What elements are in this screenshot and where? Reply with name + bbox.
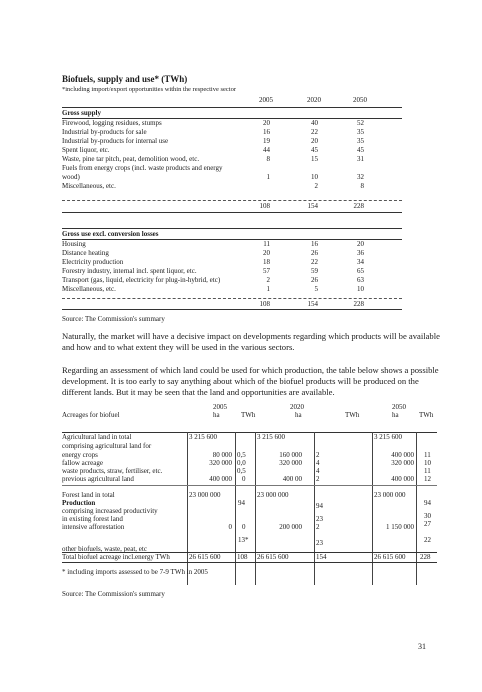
ag-energy-ha-2020: 160 000 bbox=[279, 451, 302, 459]
ag-fallow-ha-2020: 320 000 bbox=[279, 459, 302, 467]
other-biofuels-2005: 13* bbox=[238, 536, 249, 544]
forest-intensive-ha-2005: 0 bbox=[228, 523, 232, 531]
total-twh-2050: 228 bbox=[420, 553, 431, 561]
acreage-footnote: * including imports assessed to be 7-9 TWh in 2005 bbox=[62, 568, 208, 576]
ag-label-total: Agricultural land in total bbox=[62, 433, 132, 441]
total-twh-2020: 154 bbox=[316, 553, 327, 561]
unit-ha-2020: ha bbox=[295, 411, 302, 419]
total-acreage-label: Total biofuel acreage incl.energy TWh bbox=[62, 553, 170, 561]
forest-intensive-twh-2005: 0 bbox=[242, 523, 246, 531]
forest-label-comprising: comprising increased productivity bbox=[62, 507, 158, 515]
unit-ha-2005: ha bbox=[213, 411, 220, 419]
rule-use-end bbox=[62, 309, 402, 310]
unit-twh-2050: TWh bbox=[419, 411, 434, 419]
ag-fallow-twh-2020: 4 bbox=[316, 459, 320, 467]
ag-waste-twh-2050: 11 bbox=[424, 467, 431, 475]
ag-previous-ha-2050: 400 000 bbox=[391, 475, 414, 483]
acreage-rule-bottom bbox=[62, 562, 437, 563]
rule-use-top bbox=[62, 228, 402, 229]
forest-total-2020: 23 000 000 bbox=[257, 491, 289, 499]
forest-increased-2050: 30 bbox=[424, 512, 431, 520]
rule-use-sum bbox=[62, 298, 402, 299]
ag-total-2050: 3 215 600 bbox=[374, 433, 402, 441]
forest-label-production: Production bbox=[62, 499, 96, 507]
forest-label-intensive: intensive afforestation bbox=[62, 523, 125, 531]
ag-label-comprising: comprising agricultural land for bbox=[62, 442, 152, 450]
ag-label-waste: waste products, straw, fertiliser, etc. bbox=[62, 467, 163, 475]
ag-waste-twh-2020: 4 bbox=[316, 467, 320, 475]
table-title: Biofuels, supply and use* (TWh) bbox=[62, 74, 188, 84]
supply-header: Gross supply bbox=[62, 109, 101, 117]
ag-fallow-ha-2050: 320 000 bbox=[391, 459, 414, 467]
acreage-rule-ag bbox=[62, 485, 437, 486]
ag-energy-twh-2020: 2 bbox=[316, 451, 320, 459]
unit-ha-2050: ha bbox=[392, 411, 399, 419]
forest-intensive-twh-2020: 2 bbox=[316, 523, 320, 531]
ag-energy-twh-2005: 0,5 bbox=[237, 451, 246, 459]
ag-label-previous: previous agricultural land bbox=[62, 475, 134, 483]
ag-energy-twh-2050: 11 bbox=[424, 451, 431, 459]
unit-twh-2020: TWh bbox=[345, 411, 360, 419]
paragraph-market: Naturally, the market will have a decisive impact on developments regarding which products will be available and how and to what extent they will be used in the various sectors. bbox=[62, 331, 440, 352]
forest-production-2020: 94 bbox=[316, 502, 323, 510]
total-ha-2050: 26 615 600 bbox=[374, 553, 406, 561]
forest-intensive-ha-2020: 200 000 bbox=[279, 523, 302, 531]
ag-fallow-twh-2005: 0,0 bbox=[237, 459, 246, 467]
forest-increased-2020: 23 bbox=[316, 515, 323, 523]
ag-previous-twh-2050: 12 bbox=[424, 475, 431, 483]
forest-total-2005: 23 000 000 bbox=[189, 491, 221, 499]
other-biofuels-2020: 23 bbox=[316, 539, 323, 547]
acreage-year-2005: 2005 bbox=[213, 403, 227, 411]
paragraph-land: Regarding an assessment of which land could be used for which production, the table below shows a possible development. It is too early to say anything about which of the biofuel products will be produced on the different lands. But it may be seen that the land and opportunities are available. bbox=[62, 365, 439, 397]
acreage-source: Source: The Commission's summary bbox=[62, 590, 165, 598]
page-number: 31 bbox=[418, 642, 426, 651]
forest-production-2050: 94 bbox=[424, 499, 431, 507]
acreage-title: Acreages for biofuel bbox=[62, 411, 120, 419]
forest-label-existing: in existing forest land bbox=[62, 515, 123, 523]
rule-supply-end bbox=[62, 212, 402, 213]
ag-label-energy: energy crops bbox=[62, 451, 98, 459]
ag-energy-ha-2005: 80 000 bbox=[212, 451, 232, 459]
ag-label-fallow: fallow acreage bbox=[62, 459, 103, 467]
ag-energy-ha-2050: 400 000 bbox=[391, 451, 414, 459]
year-2020: 2020 bbox=[307, 96, 321, 104]
total-ha-2020: 26 615 600 bbox=[257, 553, 289, 561]
forest-total-2050: 23 000 000 bbox=[374, 491, 406, 499]
forest-intensive-ha-2050: 1 150 000 bbox=[386, 523, 414, 531]
ag-previous-twh-2020: 2 bbox=[316, 475, 320, 483]
other-biofuels-2050: 22 bbox=[424, 536, 431, 544]
rule-supply-sum bbox=[62, 200, 402, 201]
forest-label-total: Forest land in total bbox=[62, 491, 115, 499]
other-biofuels-label: other biofuels, waste, peat, etc bbox=[62, 545, 147, 553]
acreage-year-2020: 2020 bbox=[290, 403, 304, 411]
forest-production-2005: 94 bbox=[238, 499, 245, 507]
year-2050: 2050 bbox=[353, 96, 367, 104]
ag-fallow-twh-2050: 10 bbox=[424, 459, 431, 467]
ag-waste-twh-2005: 0,5 bbox=[237, 467, 246, 475]
ag-previous-twh-2005: 0 bbox=[242, 475, 246, 483]
ag-total-2005: 3 215 600 bbox=[189, 433, 217, 441]
ag-fallow-ha-2005: 320 000 bbox=[209, 459, 232, 467]
ag-previous-ha-2020: 400 00 bbox=[282, 475, 302, 483]
unit-twh-2005: TWh bbox=[241, 411, 256, 419]
total-twh-2005: 108 bbox=[237, 553, 248, 561]
forest-intensive-twh-2050: 27 bbox=[424, 520, 431, 528]
rule-top bbox=[62, 107, 402, 108]
acreage-year-2050: 2050 bbox=[392, 403, 406, 411]
total-ha-2005: 26 615 600 bbox=[189, 553, 221, 561]
table-subtitle: *including import/export opportunities within the respective sector bbox=[62, 86, 237, 93]
ag-previous-ha-2005: 400 000 bbox=[209, 475, 232, 483]
use-header: Gross use excl. conversion losses bbox=[62, 230, 159, 238]
source-note: Source: The Commission's summary bbox=[62, 315, 165, 323]
year-2005: 2005 bbox=[259, 96, 273, 104]
ag-total-2020: 3 215 600 bbox=[257, 433, 285, 441]
